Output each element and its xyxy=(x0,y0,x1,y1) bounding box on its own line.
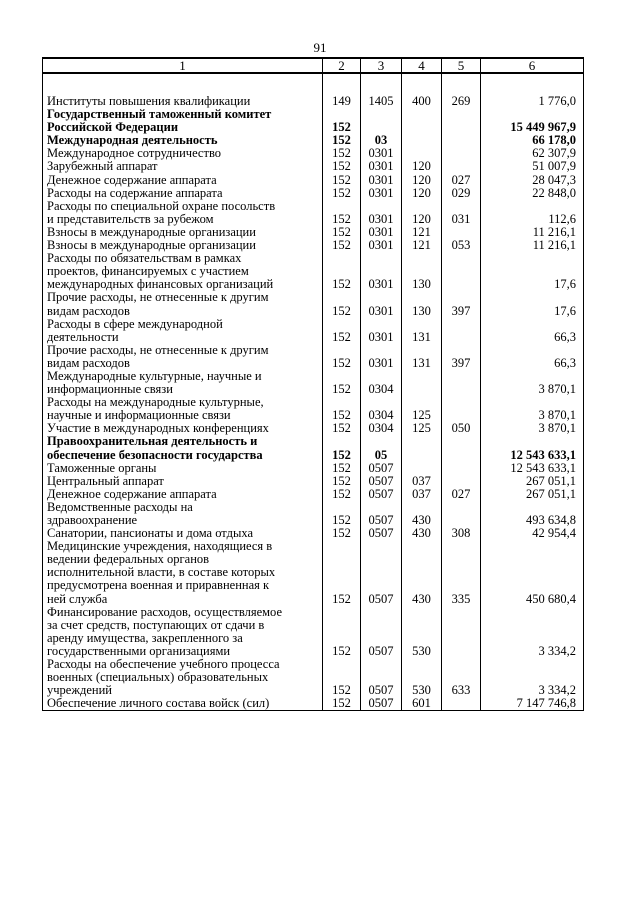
row-code-5-cell: 031 xyxy=(442,200,481,226)
row-code-3-cell: 0301 xyxy=(361,160,402,173)
row-code-4-cell: 125 xyxy=(402,422,442,435)
row-name-cell: Расходы в сфере международной деятельности xyxy=(43,318,323,344)
row-code-2-cell: 152 xyxy=(323,121,361,134)
row-code-5-cell xyxy=(442,501,481,527)
row-name-cell: Медицинские учреждения, находящиеся в ведении федеральных органов исполнительной власти, в составе которых предусмотрена военная и приравненная к ней служба xyxy=(43,540,323,605)
column-header-5: 5 xyxy=(442,58,481,73)
row-code-4-cell xyxy=(402,435,442,461)
row-name-cell: Прочие расходы, не отнесенные к другим видам расходов xyxy=(43,291,323,317)
row-amount-cell: 267 051,1 xyxy=(481,488,584,501)
header-row xyxy=(43,58,584,73)
row-name-cell: Расходы по специальной охране посольств и представительств за рубежом xyxy=(43,200,323,226)
row-amount-cell: 66,3 xyxy=(481,318,584,344)
table-row xyxy=(43,475,584,488)
column-header-6: 6 xyxy=(481,58,584,73)
row-amount-cell: 66 178,0 xyxy=(481,134,584,147)
row-code-2-cell: 152 xyxy=(323,540,361,605)
row-code-3-cell: 0301 xyxy=(361,200,402,226)
row-amount-cell: 1 776,0 xyxy=(481,95,584,108)
row-amount-cell: 17,6 xyxy=(481,291,584,317)
row-amount-cell: 11 216,1 xyxy=(481,239,584,252)
row-name-cell: Денежное содержание аппарата xyxy=(43,174,323,187)
row-code-3-cell: 0301 xyxy=(361,344,402,370)
row-code-3-cell: 05 xyxy=(361,435,402,461)
table-row xyxy=(43,488,584,501)
row-code-3-cell: 0507 xyxy=(361,606,402,658)
table-row xyxy=(43,697,584,711)
row-amount-cell: 3 870,1 xyxy=(481,370,584,396)
row-code-4-cell: 125 xyxy=(402,396,442,422)
row-code-5-cell: 397 xyxy=(442,344,481,370)
row-code-2-cell: 152 xyxy=(323,174,361,187)
row-code-2-cell: 152 xyxy=(323,226,361,239)
row-amount-cell: 7 147 746,8 xyxy=(481,697,584,711)
row-code-4-cell xyxy=(402,108,442,121)
row-name-cell: Таможенные органы xyxy=(43,462,323,475)
row-name-cell: Расходы на обеспечение учебного процесса военных (специальных) образовательных учреждений xyxy=(43,658,323,697)
table-row xyxy=(43,187,584,200)
row-amount-cell: 17,6 xyxy=(481,252,584,291)
table-row xyxy=(43,501,584,527)
row-name-cell: Расходы на содержание аппарата xyxy=(43,187,323,200)
row-code-2-cell: 152 xyxy=(323,422,361,435)
row-code-5-cell: 029 xyxy=(442,187,481,200)
row-code-5-cell xyxy=(442,121,481,134)
row-code-4-cell: 130 xyxy=(402,252,442,291)
row-code-3-cell: 0507 xyxy=(361,488,402,501)
row-amount-cell: 12 543 633,1 xyxy=(481,462,584,475)
row-code-4-cell: 121 xyxy=(402,239,442,252)
row-amount-cell: 22 848,0 xyxy=(481,187,584,200)
row-code-5-cell xyxy=(442,147,481,160)
row-amount-cell: 3 334,2 xyxy=(481,658,584,697)
row-code-3-cell: 0301 xyxy=(361,174,402,187)
row-code-3-cell xyxy=(361,108,402,121)
budget-table-container xyxy=(42,57,583,711)
row-code-3-cell: 0507 xyxy=(361,462,402,475)
row-code-2-cell: 152 xyxy=(323,344,361,370)
row-code-5-cell: 050 xyxy=(442,422,481,435)
row-code-4-cell: 120 xyxy=(402,174,442,187)
row-code-4-cell: 120 xyxy=(402,160,442,173)
row-amount-cell: 51 007,9 xyxy=(481,160,584,173)
row-name-cell: Международная деятельность xyxy=(43,134,323,147)
row-code-5-cell: 027 xyxy=(442,488,481,501)
row-code-2-cell: 152 xyxy=(323,370,361,396)
table-row xyxy=(43,174,584,187)
row-code-2-cell: 152 xyxy=(323,435,361,461)
row-name-cell: Международное сотрудничество xyxy=(43,147,323,160)
row-code-4-cell: 037 xyxy=(402,488,442,501)
row-code-2-cell: 152 xyxy=(323,658,361,697)
row-name-cell: Государственный таможенный комитет xyxy=(43,108,323,121)
table-row xyxy=(43,396,584,422)
row-code-4-cell: 037 xyxy=(402,475,442,488)
row-code-3-cell: 0301 xyxy=(361,187,402,200)
row-code-3-cell: 0301 xyxy=(361,239,402,252)
table-row xyxy=(43,200,584,226)
row-code-4-cell: 400 xyxy=(402,95,442,108)
row-amount-cell: 3 870,1 xyxy=(481,396,584,422)
row-code-3-cell: 0301 xyxy=(361,291,402,317)
row-code-5-cell xyxy=(442,606,481,658)
row-code-4-cell: 130 xyxy=(402,291,442,317)
row-code-5-cell xyxy=(442,396,481,422)
row-amount-cell: 3 334,2 xyxy=(481,606,584,658)
row-code-5-cell xyxy=(442,462,481,475)
table-row xyxy=(43,606,584,658)
row-name-cell: Обеспечение личного состава войск (сил) xyxy=(43,697,323,711)
row-amount-cell: 112,6 xyxy=(481,200,584,226)
row-code-2-cell: 152 xyxy=(323,147,361,160)
row-code-4-cell xyxy=(402,134,442,147)
row-code-5-cell xyxy=(442,108,481,121)
row-code-4-cell xyxy=(402,121,442,134)
row-code-2-cell: 152 xyxy=(323,239,361,252)
row-name-cell: Взносы в международные организации xyxy=(43,239,323,252)
row-code-4-cell: 131 xyxy=(402,344,442,370)
row-code-2-cell: 152 xyxy=(323,187,361,200)
row-code-4-cell: 120 xyxy=(402,187,442,200)
row-code-3-cell: 0507 xyxy=(361,697,402,711)
row-code-3-cell: 0301 xyxy=(361,226,402,239)
table-row xyxy=(43,344,584,370)
page-number: 91 xyxy=(313,40,327,55)
column-header-2: 2 xyxy=(323,58,361,73)
row-code-2-cell: 149 xyxy=(323,95,361,108)
row-name-cell: Санатории, пансионаты и дома отдыха xyxy=(43,527,323,540)
row-code-5-cell xyxy=(442,134,481,147)
row-code-5-cell: 027 xyxy=(442,174,481,187)
table-row xyxy=(43,291,584,317)
row-name-cell: Денежное содержание аппарата xyxy=(43,488,323,501)
row-name-cell: Участие в международных конференциях xyxy=(43,422,323,435)
row-name-cell: Расходы по обязательствам в рамках проектов, финансируемых с участием международных финансовых организаций xyxy=(43,252,323,291)
row-code-5-cell: 335 xyxy=(442,540,481,605)
row-code-4-cell: 530 xyxy=(402,606,442,658)
row-name-cell: Взносы в международные организации xyxy=(43,226,323,239)
row-code-2-cell: 152 xyxy=(323,475,361,488)
row-code-2-cell: 152 xyxy=(323,291,361,317)
row-name-cell: Российской Федерации xyxy=(43,121,323,134)
row-code-5-cell: 633 xyxy=(442,658,481,697)
row-amount-cell: 42 954,4 xyxy=(481,527,584,540)
row-code-3-cell: 0507 xyxy=(361,475,402,488)
column-header-1: 1 xyxy=(43,58,323,73)
row-code-3-cell: 0507 xyxy=(361,501,402,527)
row-code-3-cell: 0301 xyxy=(361,147,402,160)
table-row xyxy=(43,252,584,291)
row-amount-cell: 267 051,1 xyxy=(481,475,584,488)
row-code-3-cell: 0301 xyxy=(361,252,402,291)
spacer-row xyxy=(43,73,584,95)
row-code-5-cell: 269 xyxy=(442,95,481,108)
row-code-4-cell: 120 xyxy=(402,200,442,226)
table-row xyxy=(43,160,584,173)
row-code-5-cell: 397 xyxy=(442,291,481,317)
row-amount-cell: 28 047,3 xyxy=(481,174,584,187)
row-amount-cell: 62 307,9 xyxy=(481,147,584,160)
row-name-cell: Прочие расходы, не отнесенные к другим видам расходов xyxy=(43,344,323,370)
row-amount-cell: 15 449 967,9 xyxy=(481,121,584,134)
row-code-3-cell: 0304 xyxy=(361,370,402,396)
row-code-5-cell xyxy=(442,252,481,291)
row-name-cell: Зарубежный аппарат xyxy=(43,160,323,173)
row-amount-cell: 12 543 633,1 xyxy=(481,435,584,461)
table-header xyxy=(43,58,584,73)
row-code-3-cell: 0507 xyxy=(361,527,402,540)
row-code-2-cell: 152 xyxy=(323,527,361,540)
row-code-5-cell xyxy=(442,475,481,488)
row-name-cell: Финансирование расходов, осуществляемое за счет средств, поступающих от сдачи в аренду имущества, закрепленного за государственными организациями xyxy=(43,606,323,658)
row-code-2-cell: 152 xyxy=(323,488,361,501)
row-code-3-cell: 0304 xyxy=(361,396,402,422)
row-code-5-cell xyxy=(442,435,481,461)
row-name-cell: Ведомственные расходы на здравоохранение xyxy=(43,501,323,527)
row-code-3-cell: 0507 xyxy=(361,658,402,697)
table-row xyxy=(43,462,584,475)
row-code-3-cell: 0301 xyxy=(361,318,402,344)
row-code-3-cell: 0507 xyxy=(361,540,402,605)
row-code-5-cell xyxy=(442,160,481,173)
row-code-4-cell: 131 xyxy=(402,318,442,344)
row-code-4-cell: 601 xyxy=(402,697,442,711)
row-code-4-cell: 430 xyxy=(402,527,442,540)
row-code-4-cell: 121 xyxy=(402,226,442,239)
row-name-cell: Международные культурные, научные и информационные связи xyxy=(43,370,323,396)
row-amount-cell: 493 634,8 xyxy=(481,501,584,527)
row-code-2-cell: 152 xyxy=(323,396,361,422)
row-code-4-cell: 430 xyxy=(402,501,442,527)
row-code-2-cell: 152 xyxy=(323,462,361,475)
column-header-3: 3 xyxy=(361,58,402,73)
table-row xyxy=(43,540,584,605)
row-code-2-cell: 152 xyxy=(323,606,361,658)
row-code-4-cell xyxy=(402,370,442,396)
row-name-cell: Институты повышения квалификации xyxy=(43,95,323,108)
row-code-3-cell: 1405 xyxy=(361,95,402,108)
row-code-2-cell: 152 xyxy=(323,160,361,173)
row-name-cell: Центральный аппарат xyxy=(43,475,323,488)
row-name-cell: Расходы на международные культурные, научные и информационные связи xyxy=(43,396,323,422)
row-code-2-cell: 152 xyxy=(323,501,361,527)
row-name-cell: Правоохранительная деятельность и обеспечение безопасности государства xyxy=(43,435,323,461)
column-header-4: 4 xyxy=(402,58,442,73)
row-code-4-cell: 430 xyxy=(402,540,442,605)
row-code-5-cell xyxy=(442,318,481,344)
row-amount-cell: 11 216,1 xyxy=(481,226,584,239)
row-code-5-cell xyxy=(442,697,481,711)
table-row xyxy=(43,658,584,697)
row-code-2-cell: 152 xyxy=(323,200,361,226)
table-row xyxy=(43,435,584,461)
row-code-4-cell xyxy=(402,462,442,475)
row-code-5-cell xyxy=(442,370,481,396)
budget-table xyxy=(42,57,584,711)
row-code-3-cell: 0304 xyxy=(361,422,402,435)
row-code-2-cell: 152 xyxy=(323,318,361,344)
row-code-2-cell: 152 xyxy=(323,252,361,291)
table-row xyxy=(43,370,584,396)
row-amount-cell: 450 680,4 xyxy=(481,540,584,605)
row-code-5-cell: 053 xyxy=(442,239,481,252)
row-code-2-cell: 152 xyxy=(323,134,361,147)
row-code-2-cell: 152 xyxy=(323,697,361,711)
row-code-3-cell: 03 xyxy=(361,134,402,147)
table-body xyxy=(43,73,584,711)
row-amount-cell: 66,3 xyxy=(481,344,584,370)
row-code-5-cell: 308 xyxy=(442,527,481,540)
row-amount-cell: 3 870,1 xyxy=(481,422,584,435)
table-row xyxy=(43,318,584,344)
row-code-4-cell: 530 xyxy=(402,658,442,697)
